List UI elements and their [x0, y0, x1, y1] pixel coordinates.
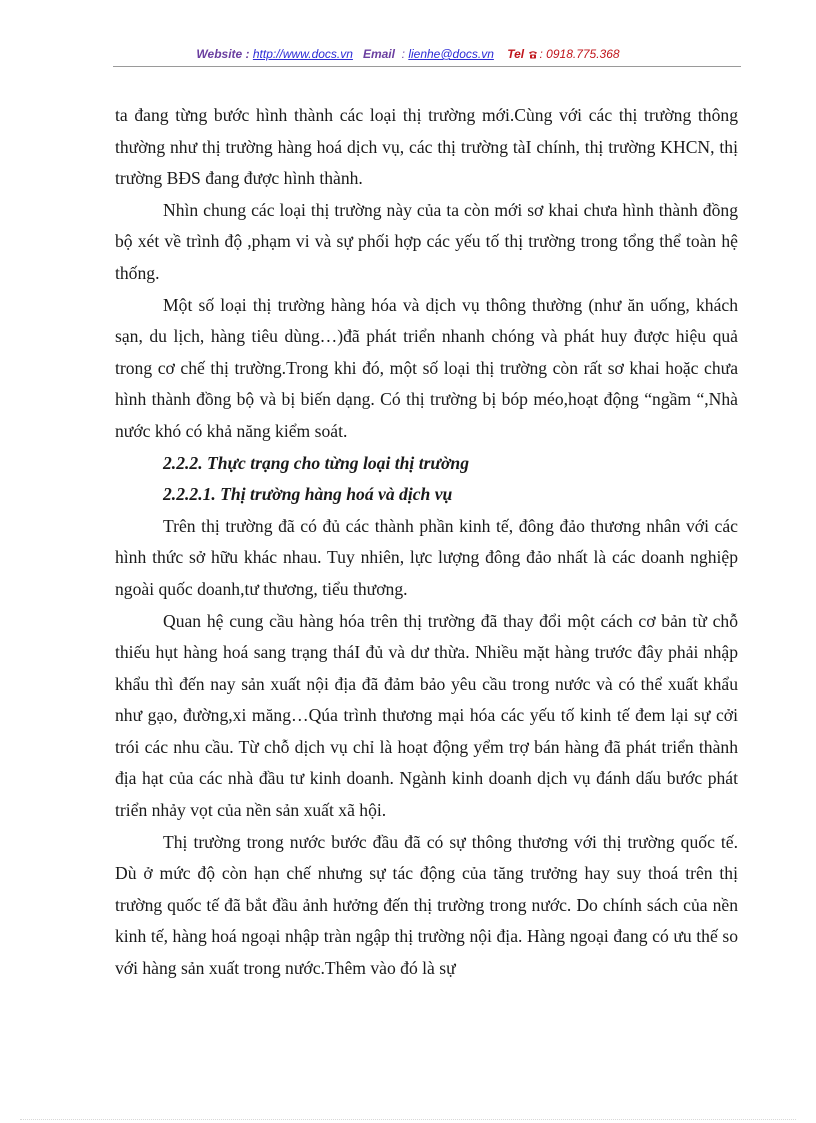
phone-icon — [528, 48, 538, 57]
header-divider — [113, 66, 741, 67]
page-header — [0, 47, 816, 61]
email-separator: : — [401, 47, 405, 61]
tel-label: Tel — [507, 47, 525, 61]
paragraph: Một số loại thị trường hàng hóa và dịch vụ thông thường (như ăn uống, khách sạn, du lịch, hàng tiêu dùng…)đã phát triển nhanh chóng và phát huy được hiệu quả trong cơ chế thị trường.Trong khi đó, một số loại thị trường còn rất sơ khai hoặc chưa hình thành đồng bộ và bị biến dạng. Có thị trường bị bóp méo,hoạt động “ngầm “,Nhà nước khó có khả năng kiểm soát. — [115, 294, 738, 441]
email-label: Email — [362, 47, 395, 61]
paragraph: Trên thị trường đã có đủ các thành phần kinh tế, đông đảo thương nhân với các hình thức sở hữu khác nhau. Tuy nhiên, lực lượng đông đảo nhất là các doanh nghiệp ngoài quốc doanh,tư thương, tiểu thương. — [115, 515, 738, 599]
footer-divider — [20, 1119, 796, 1120]
document-body — [115, 100, 738, 985]
email-link[interactable]: lienhe@docs.vn — [408, 47, 494, 61]
website-label: Website : — [196, 47, 250, 61]
paragraph: Nhìn chung các loại thị trường này của ta còn mới sơ khai chưa hình thành đồng bộ xét về trình độ ,phạm vi và sự phối hợp các yếu tố thị trường trong tổng thể toàn hệ thống. — [115, 199, 738, 283]
tel-value: 0918.775.368 — [546, 47, 620, 61]
paragraph: Quan hệ cung cầu hàng hóa trên thị trường đã thay đổi một cách cơ bản từ chỗ thiếu hụt hàng hoá sang trạng tháI đủ và dư thừa. Nhiều mặt hàng trước đây phải nhập khẩu thì đến nay sản xuất nội địa đã đảm bảo yêu cầu trong nước và có thể xuất khẩu như gạo, đường,xi măng…Qúa trình thương mại hóa các yếu tố kinh tế đem lại sự cởi trói các nhu cầu. Từ chỗ dịch vụ chỉ là hoạt động yểm trợ bán hàng đã phát triển thành địa hạt của các nhà đầu tư kinh doanh. Ngành kinh doanh dịch vụ đánh dấu bước phát triển nhảy vọt của nền sản xuất xã hội. — [115, 610, 738, 821]
section-heading: 2.2.2. Thực trạng cho từng loại thị trường — [163, 452, 470, 473]
subsection-heading: 2.2.2.1. Thị trường hàng hoá và dịch vụ — [163, 484, 453, 505]
paragraph-continuation: ta đang từng bước hình thành các loại thị trường mới.Cùng với các thị trường thông thường như thị trường hàng hoá dịch vụ, các thị trường tàI chính, thị trường KHCN, thị trường BĐS đang được hình thành. — [115, 105, 738, 189]
paragraph: Thị trường trong nước bước đầu đã có sự thông thương với thị trường quốc tế. Dù ở mức độ còn hạn chế nhưng sự tác động của tăng trưởng hay suy thoá trên thị trường quốc tế đã bắt đầu ảnh hưởng đến thị trường trong nước. Do chính sách của nền kinh tế, hàng hoá ngoại nhập tràn ngập thị trường nội địa. Hàng ngoại đang có ưu thế so với hàng sản xuất trong nước.Thêm vào đó là sự — [115, 831, 738, 979]
tel-separator: : — [539, 47, 543, 61]
website-link[interactable]: http://www.docs.vn — [252, 47, 353, 61]
